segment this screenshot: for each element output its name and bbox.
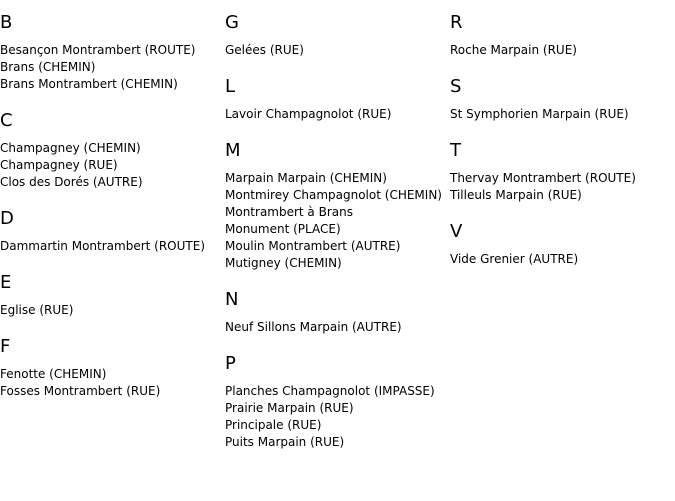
letter-heading: N bbox=[225, 289, 239, 310]
letter-group bbox=[0, 209, 222, 255]
letter-heading: S bbox=[450, 76, 462, 97]
street-entry: Champagney (RUE) bbox=[0, 158, 118, 172]
street-entry: Monument (PLACE) bbox=[225, 222, 341, 236]
street-entry: Besançon Montrambert (ROUTE) bbox=[0, 43, 196, 57]
street-entry: Neuf Sillons Marpain (AUTRE) bbox=[225, 320, 402, 334]
letter-heading: B bbox=[0, 12, 13, 33]
street-entry: Clos des Dorés (AUTRE) bbox=[0, 175, 143, 189]
letter-heading: L bbox=[225, 76, 236, 97]
street-list bbox=[0, 238, 222, 255]
street-list bbox=[450, 251, 672, 268]
letter-heading: T bbox=[450, 140, 461, 161]
letter-group bbox=[450, 13, 672, 59]
letter-heading: V bbox=[450, 221, 463, 242]
street-entry: Champagney (CHEMIN) bbox=[0, 141, 141, 155]
street-entry: St Symphorien Marpain (RUE) bbox=[450, 107, 629, 121]
letter-heading: E bbox=[0, 272, 12, 293]
letter-group bbox=[450, 141, 672, 204]
letter-heading: R bbox=[450, 12, 463, 33]
street-list bbox=[225, 170, 447, 272]
letter-group bbox=[225, 141, 447, 272]
street-list bbox=[450, 106, 672, 123]
street-entry: Principale (RUE) bbox=[225, 418, 322, 432]
street-entry: Tilleuls Marpain (RUE) bbox=[450, 188, 582, 202]
letter-group bbox=[0, 111, 222, 191]
street-entry: Prairie Marpain (RUE) bbox=[225, 401, 354, 415]
street-entry: Montrambert à Brans bbox=[225, 205, 353, 219]
street-entry: Thervay Montrambert (ROUTE) bbox=[450, 171, 636, 185]
letter-group bbox=[0, 13, 222, 93]
index-column bbox=[225, 13, 447, 469]
street-entry: Montmirey Champagnolot (CHEMIN) bbox=[225, 188, 442, 202]
street-entry: Moulin Montrambert (AUTRE) bbox=[225, 239, 401, 253]
street-entry: Fenotte (CHEMIN) bbox=[0, 367, 107, 381]
letter-group bbox=[225, 13, 447, 59]
street-list bbox=[225, 383, 447, 451]
street-list bbox=[225, 42, 447, 59]
letter-group bbox=[0, 273, 222, 319]
street-entry: Lavoir Champagnolot (RUE) bbox=[225, 107, 392, 121]
street-list bbox=[0, 42, 222, 93]
street-entry: Eglise (RUE) bbox=[0, 303, 74, 317]
street-list bbox=[450, 42, 672, 59]
street-entry: Dammartin Montrambert (ROUTE) bbox=[0, 239, 205, 253]
letter-group bbox=[225, 354, 447, 451]
index-column bbox=[0, 13, 222, 418]
street-entry: Fosses Montrambert (RUE) bbox=[0, 384, 161, 398]
street-list bbox=[0, 366, 222, 400]
street-entry: Puits Marpain (RUE) bbox=[225, 435, 345, 449]
letter-heading: P bbox=[225, 353, 236, 374]
street-entry: Mutigney (CHEMIN) bbox=[225, 256, 342, 270]
street-entry: Planches Champagnolot (IMPASSE) bbox=[225, 384, 435, 398]
street-entry: Gelées (RUE) bbox=[225, 43, 304, 57]
street-list bbox=[225, 106, 447, 123]
street-list bbox=[225, 319, 447, 336]
street-entry: Vide Grenier (AUTRE) bbox=[450, 252, 579, 266]
street-entry: Roche Marpain (RUE) bbox=[450, 43, 577, 57]
letter-group bbox=[0, 337, 222, 400]
letter-heading: G bbox=[225, 12, 239, 33]
letter-group bbox=[450, 222, 672, 268]
street-list bbox=[450, 170, 672, 204]
street-entry: Marpain Marpain (CHEMIN) bbox=[225, 171, 387, 185]
letter-heading: D bbox=[0, 208, 14, 229]
street-entry: Brans (CHEMIN) bbox=[0, 60, 96, 74]
index-column bbox=[450, 13, 672, 286]
letter-group bbox=[225, 290, 447, 336]
letter-group bbox=[225, 77, 447, 123]
letter-heading: F bbox=[0, 336, 11, 357]
letter-heading: C bbox=[0, 110, 13, 131]
street-entry: Brans Montrambert (CHEMIN) bbox=[0, 77, 178, 91]
letter-heading: M bbox=[225, 140, 241, 161]
street-list bbox=[0, 140, 222, 191]
letter-group bbox=[450, 77, 672, 123]
street-list bbox=[0, 302, 222, 319]
